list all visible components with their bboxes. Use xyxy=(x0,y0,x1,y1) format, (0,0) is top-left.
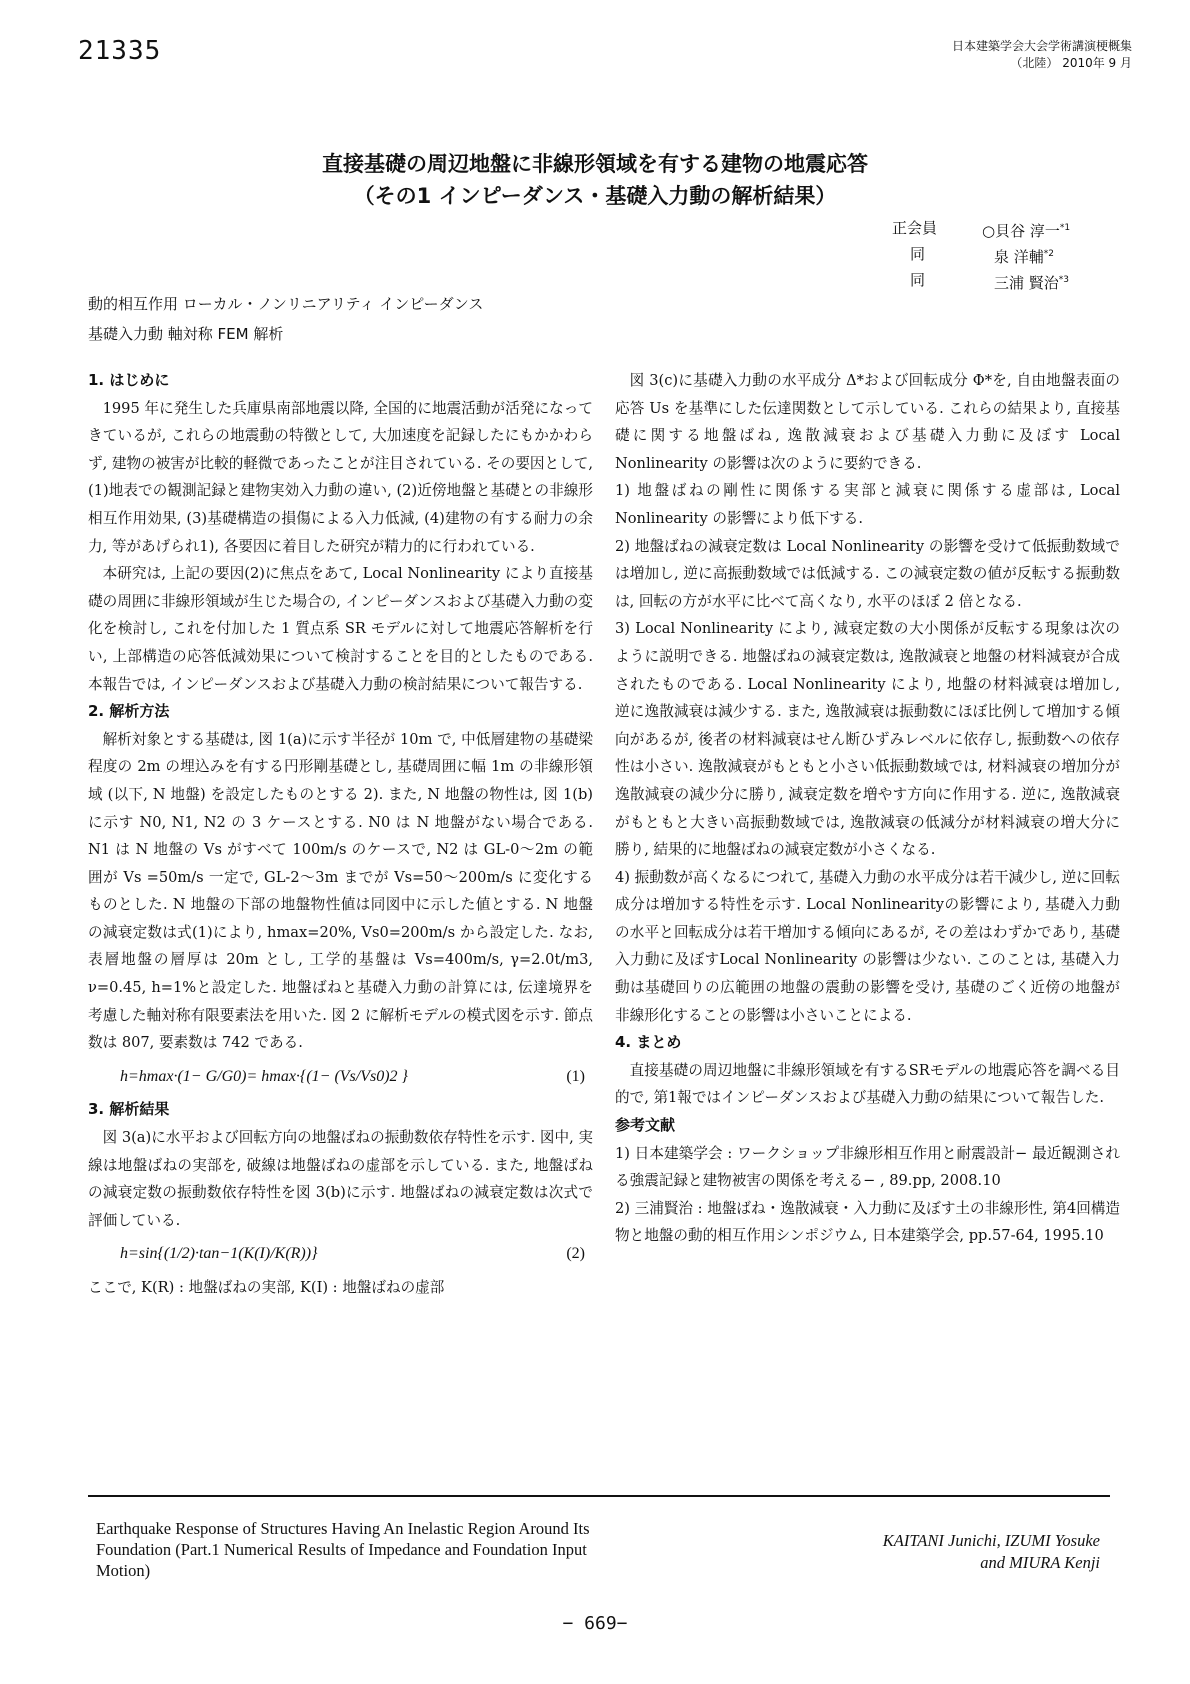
author-role: 同 xyxy=(910,245,926,263)
paragraph: 直接基礎の周辺地盤に非線形領域を有するSRモデルの地震応答を調べる目的で, 第1報ではインピーダンスおよび基礎入力動の結果について報告した. xyxy=(615,1061,1120,1107)
author-row xyxy=(892,217,1070,243)
section-heading-introduction: 1. はじめに xyxy=(88,371,170,389)
paper-title xyxy=(0,148,1190,212)
keywords xyxy=(88,289,483,349)
left-column xyxy=(88,367,593,1302)
references-heading: 参考文献 xyxy=(615,1116,676,1135)
affiliation-mark: *3 xyxy=(1058,275,1070,285)
paragraph: 1995 年に発生した兵庫県南部地震以降, 全国的に地震活動が活発になってきているが, これらの地震動の特徴として, 大加速度を記録したにもかかわらず, 建物の被害が比較的軽微であったことが注目されている. その要因として, (1)地表での観測記録と建物実効入力動の違い, (2)近傍地盤と基礎との非線形相互作用効果, (3)基礎構造の損傷による入力低減, (4)建物の有する耐力の余力, 等があげられ1), 各要因に着目した研究が精力的に行われている. xyxy=(88,399,593,555)
summary-item: 4) 振動数が高くなるにつれて, 基礎入力動の水平成分は若干減少し, 逆に回転成分は増加する特性を示す. Local Nonlinearityの影響により, 基礎入力動の水平と回転成分は若干増加する傾向にあるが, その差はわずかであり, 基礎入力動に及ぼすLocal Nonlinearity の影響は少ない. このことは, 基礎入力動は基礎回りの広範囲の地盤の震動の影響を受け, 基礎のごく近傍の地盤が非線形化することの影響は小さいことによる. xyxy=(615,868,1120,1024)
conference-name: 日本建築学会大会学術講演梗概集 xyxy=(951,39,1132,53)
title-line-1: 直接基礎の周辺地盤に非線形領域を有する建物の地震応答 xyxy=(322,152,868,176)
equation-formula: h=sin{(1/2)·tan−1(K(I)/K(R))} xyxy=(120,1245,318,1263)
summary-item: 2) 地盤ばねの減衰定数は Local Nonlinearity の影響を受けて低振動数域では増加し, 逆に高振動数域では低減する. この減衰定数の値が反転する振動数は, 回転の方が水平に比べて高くなり, 水平のほぼ 2 倍となる. xyxy=(615,537,1120,610)
right-column xyxy=(615,367,1120,1250)
keywords-line-2: 基礎入力動 軸対称 FEM 解析 xyxy=(88,325,284,343)
summary-item: 3) Local Nonlinearity により, 減衰定数の大小関係が反転する現象は次のように説明できる. 地盤ばねの減衰定数は, 逸散減衰と地盤の材料減衰が合成されたものである. Local Nonlinearity により, 地盤の材料減衰は増加し, 逆に逸散減衰は減少する. また, 逸散減衰は振動数にほぼ比例して増加する傾向があるが, 後者の材料減衰はせん断ひずみレベルに依存し, 振動数への依存性は小さい. 逸散減衰がもともと小さい低振動数域では, 材料減衰の増加分が逸散減衰の減少分に勝り, 減衰定数を増やす方向に作用する. 逆に, 逸散減衰がもともと大きい高振動数域では, 逸散減衰の低減分が材料減衰の増大分に勝り, 結果的に地盤ばねの減衰定数が小さくなる. xyxy=(615,620,1120,859)
equation-2 xyxy=(88,1240,593,1268)
equation-number: (2) xyxy=(566,1245,585,1263)
equation-number: (1) xyxy=(566,1067,585,1085)
section-heading-method: 2. 解析方法 xyxy=(88,702,170,721)
author-list xyxy=(892,217,1070,295)
summary-item: 1) 地盤ばねの剛性に関係する実部と減衰に関係する虚部は, Local Nonlinearity の影響により低下する. xyxy=(615,482,1120,527)
english-authors xyxy=(883,1530,1100,1574)
affiliation-mark: *1 xyxy=(1059,223,1071,233)
paper-number: 21335 xyxy=(78,36,162,66)
equation-formula: h=hmax·(1− G/G0)= hmax·{(1− (Vs/Vs0)2 } xyxy=(120,1067,408,1085)
footer-divider xyxy=(88,1495,1110,1497)
author-role: 正会員 xyxy=(892,219,938,237)
section-heading-results: 3. 解析結果 xyxy=(88,1100,170,1119)
english-title: Earthquake Response of Structures Having An Inelastic Region Around Its Foundation (Part.1 Numerical Results of Impedance and Foundation Input Motion) xyxy=(96,1519,590,1580)
reference-item: 1) 日本建築学会 : ワークショップ非線形相互作用と耐震設計− 最近観測される強震記録と建物被害の関係を考える− , 89.pp, 2008.10 xyxy=(615,1144,1120,1190)
reference-item: 2) 三浦賢治 : 地盤ばね・逸散減衰・入力動に及ぼす土の非線形性, 第4回構造物と地盤の動的相互作用シンポジウム, 日本建築学会, pp.57-64, 1995.10 xyxy=(615,1199,1120,1245)
paragraph: ここで, K(R) : 地盤ばねの実部, K(I) : 地盤ばねの虚部 xyxy=(88,1279,445,1296)
paragraph: 解析対象とする基礎は, 図 1(a)に示す半径が 10m で, 中低層建物の基礎梁程度の 2m の埋込みを有する円形剛基礎とし, 基礎周囲に幅 1m の非線形領域 (以下, N 地盤) を設定したものとする 2). また, N 地盤の物性は, 図 1(b)に示す N0, N1, N2 の 3 ケースとする. N0 は N 地盤がない場合である. N1 は N 地盤の Vs がすべて 100m/s のケースで, N2 は GL-0〜2m の範囲が Vs =50m/s 一定で, GL-2〜3m までが Vs=50〜200m/s に変化するものとした. N 地盤の下部の地盤物性値は同図中に示した値とする. N 地盤の減衰定数は式(1)により, hmax=20%, Vs0=200m/s から設定した. なお, 表層地盤の層厚は 20m とし, 工学的基盤は Vs=400m/s, γ=2.0t/m3, ν=0.45, h=1%と設定した. 地盤ばねと基礎入力動の計算には, 伝達境界を考慮した軸対称有限要素法を用いた. 図 2 に解析モデルの模式図を示す. 節点数は 807, 要素数は 742 である. xyxy=(88,730,593,1052)
author-row xyxy=(892,269,1070,295)
title-line-2: （その1 インピーダンス・基礎入力動の解析結果） xyxy=(353,184,837,208)
section-heading-conclusion: 4. まとめ xyxy=(615,1033,682,1052)
author-role: 同 xyxy=(910,271,926,289)
author-name: 泉 洋輔$^{*2}$ xyxy=(994,248,1055,266)
author-row xyxy=(892,243,1070,269)
affiliation-mark: *2 xyxy=(1043,249,1055,259)
english-authors-line-1: KAITANI Junichi, IZUMI Yosuke xyxy=(882,1531,1100,1550)
keywords-line-1: 動的相互作用 ローカル・ノンリニアリティ インピーダンス xyxy=(88,295,484,313)
author-name: ○貝谷 淳一$^{*1}$ xyxy=(982,222,1071,240)
paragraph: 図 3(a)に水平および回転方向の地盤ばねの振動数依存特性を示す. 図中, 実線は地盤ばねの実部を, 破線は地盤ばねの虚部を示している. また, 地盤ばねの減衰定数の振動数依存特性を図 3(b)に示す. 地盤ばねの減衰定数は次式で評価している. xyxy=(88,1129,593,1229)
english-authors-line-2: and MIURA Kenji xyxy=(980,1553,1100,1572)
paragraph: 図 3(c)に基礎入力動の水平成分 Δ*および回転成分 Φ*を, 自由地盤表面の応答 Us を基準にした伝達関数として示している. これらの結果より, 直接基礎に関する地盤ばね, 逸散減衰および基礎入力動に及ぼす Local Nonlinearity の影響は次のように要約できる. xyxy=(615,372,1120,472)
equation-1 xyxy=(88,1063,593,1091)
page-number: − 669− xyxy=(562,1613,628,1634)
author-name: 三浦 賢治$^{*3}$ xyxy=(994,274,1070,292)
paragraph: 本研究は, 上記の要因(2)に焦点をあて, Local Nonlinearity により直接基礎の周囲に非線形領域が生じた場合の, インピーダンスおよび基礎入力動の変化を検討し, これを付加した 1 質点系 SR モデルに対して地震応答解析を行い, 上部構造の応答低減効果について検討することを目的としたものである. 本報告では, インピーダンスおよび基礎入力動の検討結果について報告する. xyxy=(88,565,593,693)
conference-info xyxy=(952,38,1132,72)
conference-detail: （北陸） 2010年 9 月 xyxy=(1010,56,1132,70)
